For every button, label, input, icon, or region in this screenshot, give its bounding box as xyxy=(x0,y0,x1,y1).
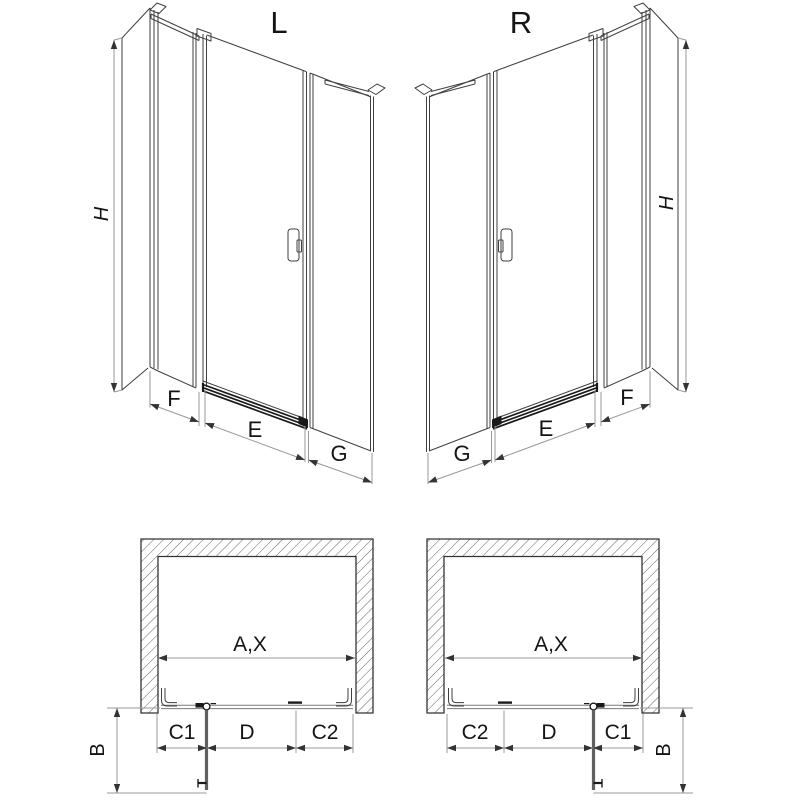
labels xyxy=(87,5,678,757)
front-right-width-f: F xyxy=(620,385,634,410)
plan-left-width-label: A,X xyxy=(233,633,267,656)
wall-profile-left xyxy=(162,688,178,706)
side-wall-panel xyxy=(122,3,166,390)
plan-left-segment-d: D xyxy=(239,721,255,744)
wall-top-cap xyxy=(150,3,166,14)
plan-left-depth-label: B xyxy=(87,743,109,757)
front-left-width-f: F xyxy=(167,386,181,411)
front-right-title: R xyxy=(509,5,533,40)
fixed-panel-g xyxy=(310,73,385,452)
room-walls-right xyxy=(427,539,659,713)
front-left-width-e: E xyxy=(247,417,263,442)
glass-line xyxy=(161,705,353,708)
wall-profile-right xyxy=(336,688,352,706)
plan-right-depth-label: B xyxy=(653,743,675,757)
front-right-height-label: H xyxy=(656,195,678,211)
front-right-width-e: E xyxy=(538,416,554,441)
plan-right-segment-c2: C2 xyxy=(461,721,489,744)
front-view-art-right xyxy=(415,3,689,486)
front-left-width-g: G xyxy=(330,441,348,466)
bracket-corner-cap xyxy=(368,84,385,95)
door-panel-e xyxy=(203,34,307,425)
plan-right-segment-d: D xyxy=(541,721,557,744)
plan-left-segment-c1: C1 xyxy=(168,721,196,744)
front-left-title: L xyxy=(270,5,288,40)
front-view-art-left xyxy=(111,3,385,486)
plan-left-segment-c2: C2 xyxy=(311,721,339,744)
plan-right-segment-c1: C1 xyxy=(604,721,632,744)
room-walls-left xyxy=(141,539,373,713)
front-right-width-g: G xyxy=(453,441,471,466)
plan-right-width-label: A,X xyxy=(534,633,568,656)
front-left-height-label: H xyxy=(91,206,113,222)
